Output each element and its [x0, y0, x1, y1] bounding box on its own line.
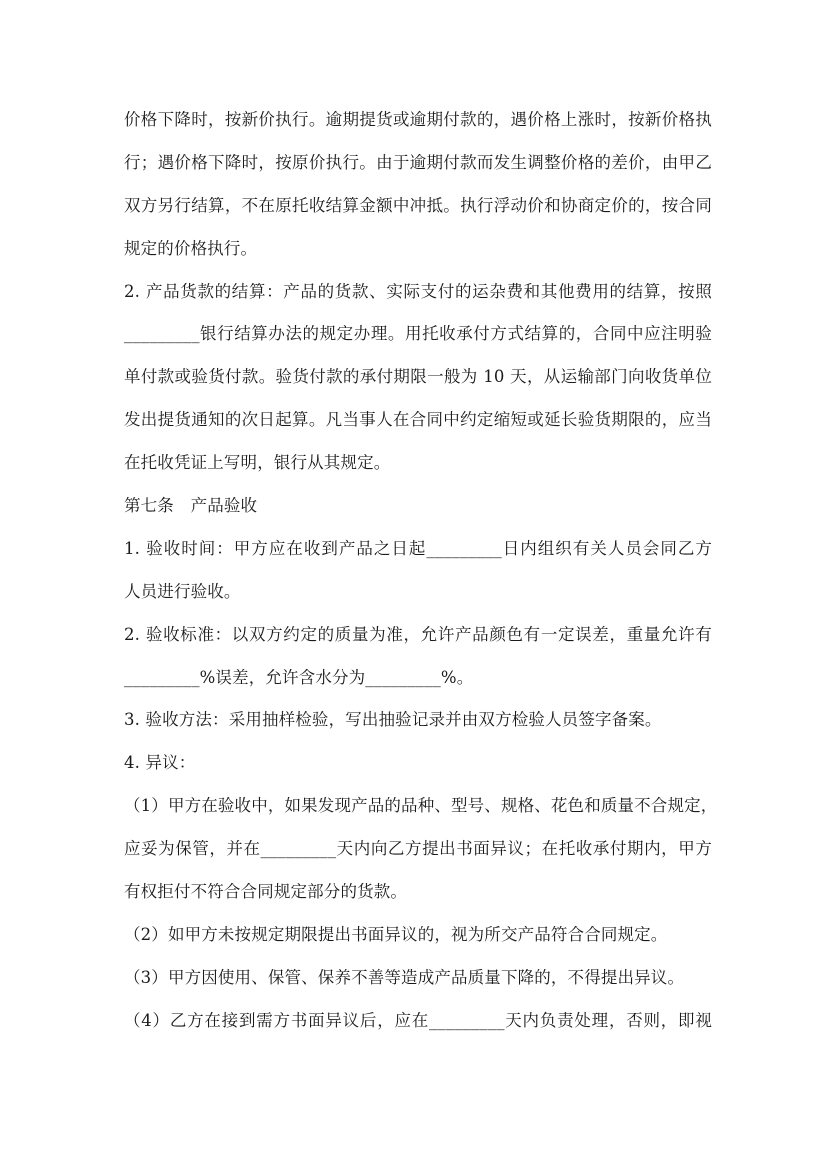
paragraph-line: 应妥为保管，并在_________天内向乙方提出书面异议；在托收承付期内，甲方: [124, 839, 712, 859]
paragraph-line: 行；遇价格下降时，按原价执行。由于逾期付款而发生调整价格的差价，由甲乙: [124, 152, 712, 172]
paragraph-line: _________银行结算办法的规定办理。用托收承付方式结算的，合同中应注明验: [124, 324, 712, 344]
paragraph-line: 规定的价格执行。: [124, 238, 258, 258]
paragraph-line: 双方另行结算，不在原托收结算金额中冲抵。执行浮动价和协商定价的，按合同: [124, 195, 712, 215]
paragraph-line: （1）甲方在验收中，如果发现产品的品种、型号、规格、花色和质量不合规定，: [124, 796, 718, 816]
paragraph-line: 在托收凭证上写明，银行从其规定。: [124, 453, 391, 473]
paragraph-line: 单付款或验货付款。验货付款的承付期限一般为 10 天，从运输部门向收货单位: [124, 367, 712, 387]
paragraph-line: 1. 验收时间：甲方应在收到产品之日起_________日内组织有关人员会同乙方: [124, 538, 712, 558]
paragraph-line: （2）如甲方未按规定期限提出书面异议的，视为所交产品符合合同规定。: [124, 924, 668, 944]
paragraph-line: 人员进行验收。: [124, 581, 241, 601]
paragraph-line: 价格下降时，按新价执行。逾期提货或逾期付款的，遇价格上涨时，按新价格执: [124, 110, 712, 129]
paragraph-line: 第七条 产品验收: [124, 496, 258, 516]
paragraph-line: 2. 产品货款的结算：产品的货款、实际支付的运杂费和其他费用的结算，按照: [124, 281, 712, 301]
document-body: [124, 108, 718, 1052]
paragraph-line: 发出提货通知的次日起算。凡当事人在合同中约定缩短或延长验货期限的，应当: [124, 410, 712, 430]
paragraph-line: 4. 异议：: [124, 753, 196, 773]
paragraph-line: 2. 验收标准：以双方约定的质量为准，允许产品颜色有一定误差，重量允许有: [124, 624, 712, 644]
paragraph-line: 3. 验收方法：采用抽样检验，写出抽验记录并由双方检验人员签字备案。: [124, 710, 662, 730]
paragraph-line: _________%误差，允许含水分为_________%。: [124, 667, 474, 687]
paragraph-line: （4）乙方在接到需方书面异议后，应在_________天内负责处理，否则，即视: [124, 1010, 712, 1030]
paragraph-line: 有权拒付不符合合同规定部分的货款。: [124, 882, 408, 902]
paragraph-line: （3）甲方因使用、保管、保养不善等造成产品质量下降的，不得提出异议。: [124, 967, 685, 987]
